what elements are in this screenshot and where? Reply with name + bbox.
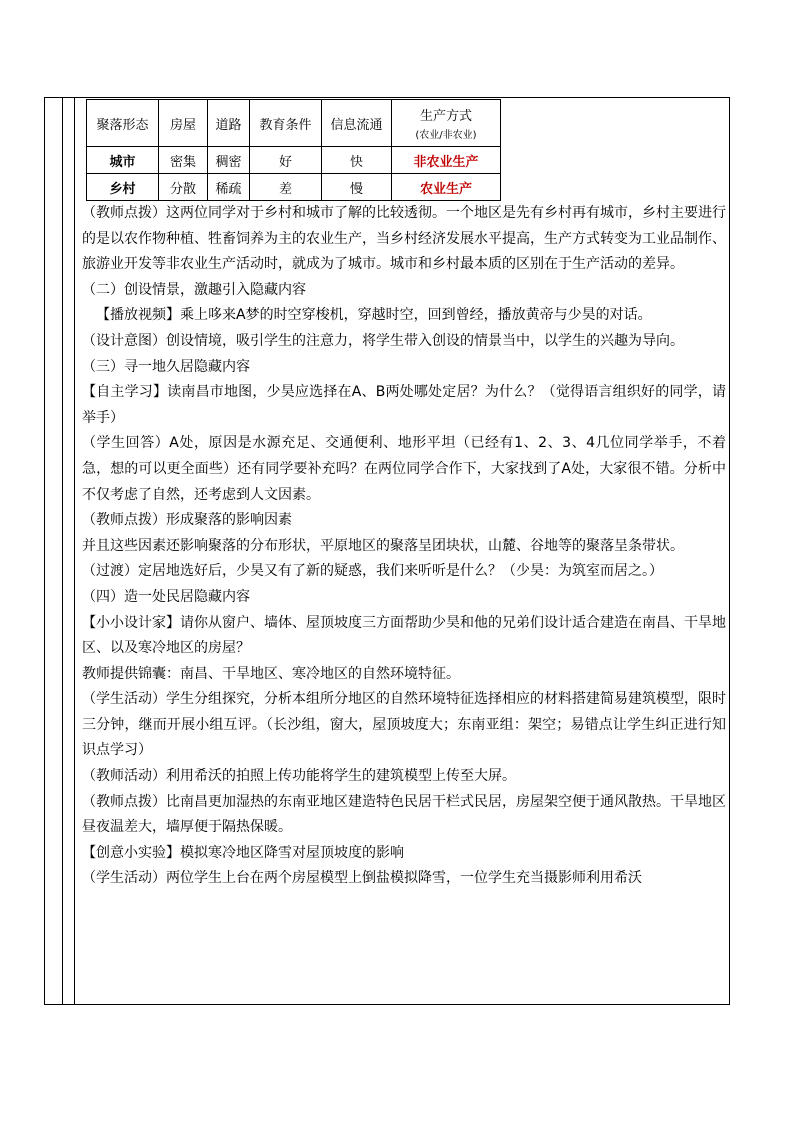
- settlement-comparison-table: [86, 99, 501, 201]
- header-cell: 聚落形态: [87, 100, 159, 147]
- table-cell: 稠密: [208, 147, 250, 174]
- table-row: [87, 147, 501, 174]
- header-cell: 信息流通: [322, 100, 392, 147]
- table-header-row: [87, 100, 501, 147]
- paragraph: （设计意图）创设情境，吸引学生的注意力，将学生带入创设的情景当中，以学生的兴趣为导向。: [82, 332, 684, 349]
- paragraph: （学生活动）学生分组探究，分析本组所分地区的自然环境特征选择相应的材料搭建简易建筑模型，限时三分钟，继而开展小组互评。（长沙组，窗大，屋顶坡度大；东南亚组：架空；易错点让学生纠正进行知识点学习）: [82, 691, 726, 759]
- paragraph: 【创意小实验】模拟寒冷地区降雪对屋顶坡度的影响: [82, 844, 404, 861]
- paragraph: （教师点拨）形成聚落的影响因素: [82, 512, 292, 529]
- table-cell: 密集: [159, 147, 208, 174]
- table-cell: 快: [322, 147, 392, 174]
- lesson-content: [82, 99, 726, 892]
- section-heading: （二）创设情景，激趣引入隐藏内容: [82, 281, 306, 298]
- table-cell: 差: [250, 174, 322, 201]
- header-main: 生产方式: [419, 109, 472, 124]
- paragraph: （教师活动）利用希沃的拍照上传功能将学生的建筑模型上传至大屏。: [82, 768, 516, 785]
- table-row: [87, 174, 501, 201]
- paragraph: 并且这些因素还影响聚落的分布形状，平原地区的聚落呈团块状，山麓、谷地等的聚落呈条带状。: [82, 537, 684, 554]
- header-cell: 教育条件: [250, 100, 322, 147]
- production-mode: 农业生产: [392, 174, 501, 201]
- production-mode: 非农业生产: [392, 147, 501, 174]
- column-divider: [74, 97, 75, 1005]
- row-name: 城市: [87, 147, 159, 174]
- header-cell-production: [392, 100, 501, 147]
- section-heading: （三）寻一地久居隐藏内容: [82, 358, 250, 375]
- paragraph: 【小小设计家】请你从窗户、墙体、屋顶坡度三方面帮助少昊和他的兄弟们设计适合建造在南昌、干旱地区、以及寒冷地区的房屋？: [82, 614, 726, 657]
- row-name: 乡村: [87, 174, 159, 201]
- paragraph: （学生回答）A处，原因是水源充足、交通便利、地形平坦（已经有1、2、3、4几位同学举手，不着急，想的可以更全面些）还有同学要补充吗？在两位同学合作下，大家找到了A处，大家很不错。分析中不仅考虑了自然，还考虑到人文因素。: [82, 435, 726, 503]
- header-sub: (农业/非农业): [415, 130, 477, 141]
- paragraph: （教师点拨）这两位同学对于乡村和城市了解的比较透彻。一个地区是先有乡村再有城市，乡村主要进行的是以农作物种植、牲畜饲养为主的农业生产，当乡村经济发展水平提高，生产方式转变为工业品制作、旅游业开发等非农业生产活动时，就成为了城市。城市和乡村最本质的区别在于生产活动的差异。: [82, 205, 726, 273]
- table-cell: 稀疏: [208, 174, 250, 201]
- paragraph: （教师点拨）比南昌更加湿热的东南亚地区建造特色民居干栏式民居，房屋架空便于通风散热。干旱地区昼夜温差大，墙厚便于隔热保暖。: [82, 793, 726, 836]
- header-cell: 道路: [208, 100, 250, 147]
- table-cell: 分散: [159, 174, 208, 201]
- table-cell: 好: [250, 147, 322, 174]
- paragraph: （学生活动）两位学生上台在两个房屋模型上倒盐模拟降雪，一位学生充当摄影师利用希沃: [82, 870, 642, 887]
- table-cell: 慢: [322, 174, 392, 201]
- column-divider: [62, 97, 63, 1005]
- header-cell: 房屋: [159, 100, 208, 147]
- section-heading: （四）造一处民居隐藏内容: [82, 588, 250, 605]
- paragraph: 【播放视频】乘上哆来A梦的时空穿梭机，穿越时空，回到曾经，播放黄帝与少昊的对话。: [96, 307, 652, 324]
- paragraph: 【自主学习】读南昌市地图，少昊应选择在A、B两处哪处定居？为什么？（觉得语言组织好的同学，请举手）: [82, 384, 726, 426]
- paragraph: 教师提供锦囊：南昌、干旱地区、寒冷地区的自然环境特征。: [82, 665, 460, 682]
- paragraph: （过渡）定居地选好后，少昊又有了新的疑惑，我们来听听是什么？（少昊：为筑室而居之。）: [82, 563, 663, 580]
